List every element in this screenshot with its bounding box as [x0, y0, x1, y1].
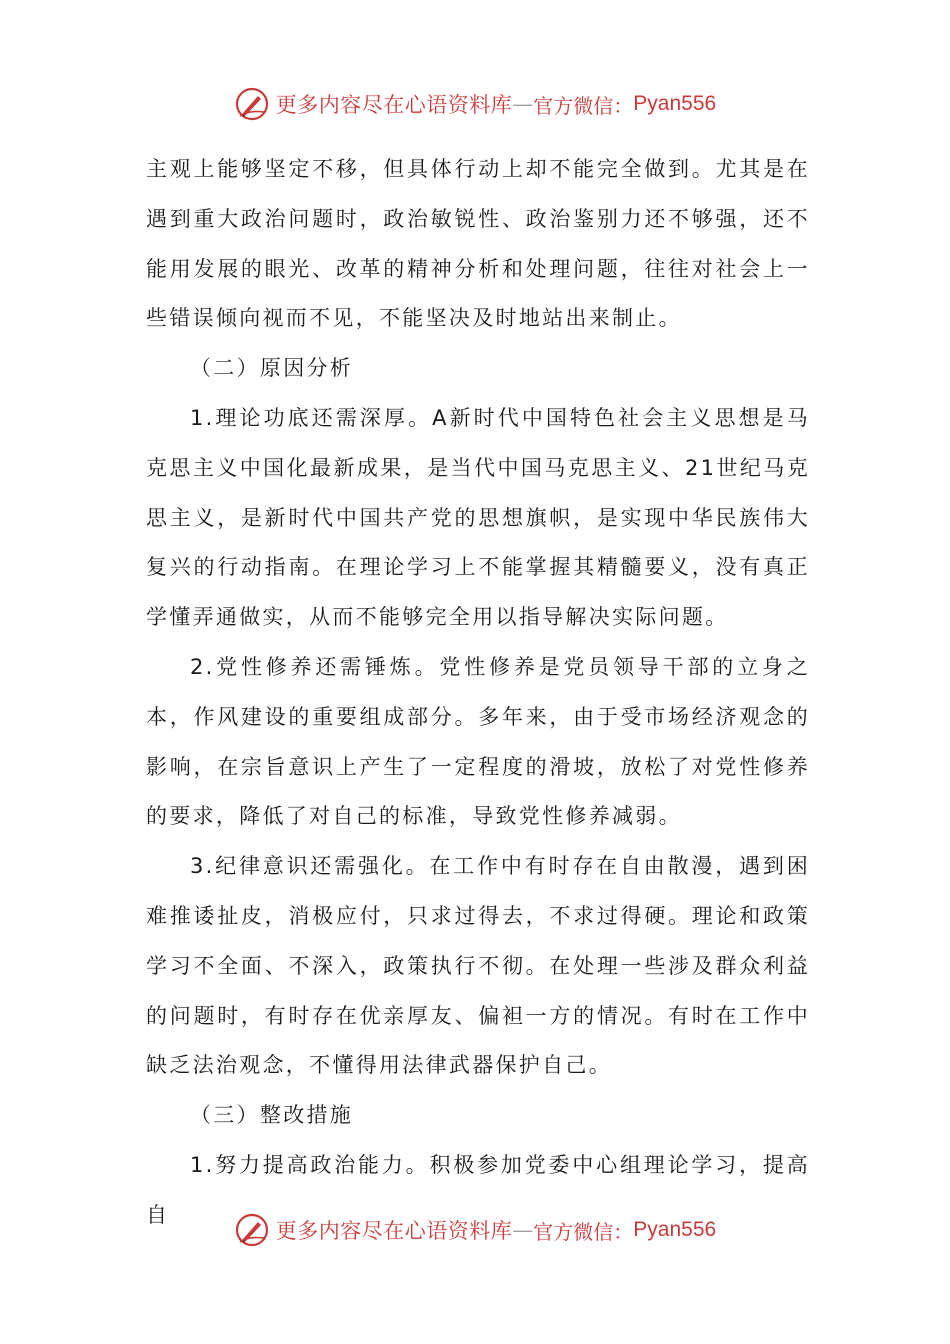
section-heading-rectification: （三）整改措施: [190, 1103, 354, 1128]
paragraph-political-ability: 1.努力提高政治能力。积极参加党委中心组理论学习，提高自: [146, 1152, 810, 1227]
banner-separator: —: [512, 92, 534, 116]
banner-text: 更多内容尽在心语资料库: [275, 1219, 513, 1243]
banner-contact-id: Pyan556: [633, 92, 717, 115]
banner-text: 更多内容尽在心语资料库: [275, 93, 513, 117]
paragraph-party-spirit: 2.党性修养还需锤炼。党性修养是党员领导干部的立身之本，作风建设的重要组成部分。多年来，由于受市场经济观念的影响，在宗旨意识上产生了一定程度的滑坡，放松了对党性修养的要求，降低了对自己的标准，导致党性修养减弱。: [146, 654, 810, 829]
banner-contact-label: 官方微信：: [533, 1219, 634, 1244]
pen-circle-logo-icon: [234, 1212, 270, 1248]
paragraph-theory: 1.理论功底还需深厚。A新时代中国特色社会主义思想是马克思主义中国化最新成果，是当代中国马克思主义、21世纪马克思主义，是新时代中国共产党的思想旗帜，是实现中华民族伟大复兴的行动指南。在理论学习上不能掌握其精髓要义，没有真正学懂弄通做实，从而不能够完全用以指导解决实际问题。: [146, 405, 810, 630]
banner-contact-label: 官方微信：: [533, 93, 634, 118]
section-heading-cause-analysis: （二）原因分析: [190, 356, 354, 381]
header-banner: [0, 84, 950, 124]
banner-contact-id: Pyan556: [633, 1218, 717, 1241]
footer-banner: [0, 1210, 950, 1250]
paragraph-discipline: 3.纪律意识还需强化。在工作中有时存在自由散漫，遇到困难推诿扯皮，消极应付，只求过得去，不求过得硬。理论和政策学习不全面、不深入，政策执行不彻。在处理一些涉及群众利益的问题时，有时存在优亲厚友、偏袒一方的情况。有时在工作中缺乏法治观念，不懂得用法律武器保护自己。: [146, 854, 810, 1078]
document-body: [146, 145, 810, 1241]
banner-separator: —: [512, 1218, 534, 1242]
pen-circle-logo-icon: [234, 86, 270, 122]
paragraph-continuation: 主观上能够坚定不移，但具体行动上却不能完全做到。尤其是在遇到重大政治问题时，政治敏锐性、政治鉴别力还不够强，还不能用发展的眼光、改革的精神分析和处理问题，往往对社会上一些错误倾向视而不见，不能坚决及时地站出来制止。: [146, 157, 810, 331]
